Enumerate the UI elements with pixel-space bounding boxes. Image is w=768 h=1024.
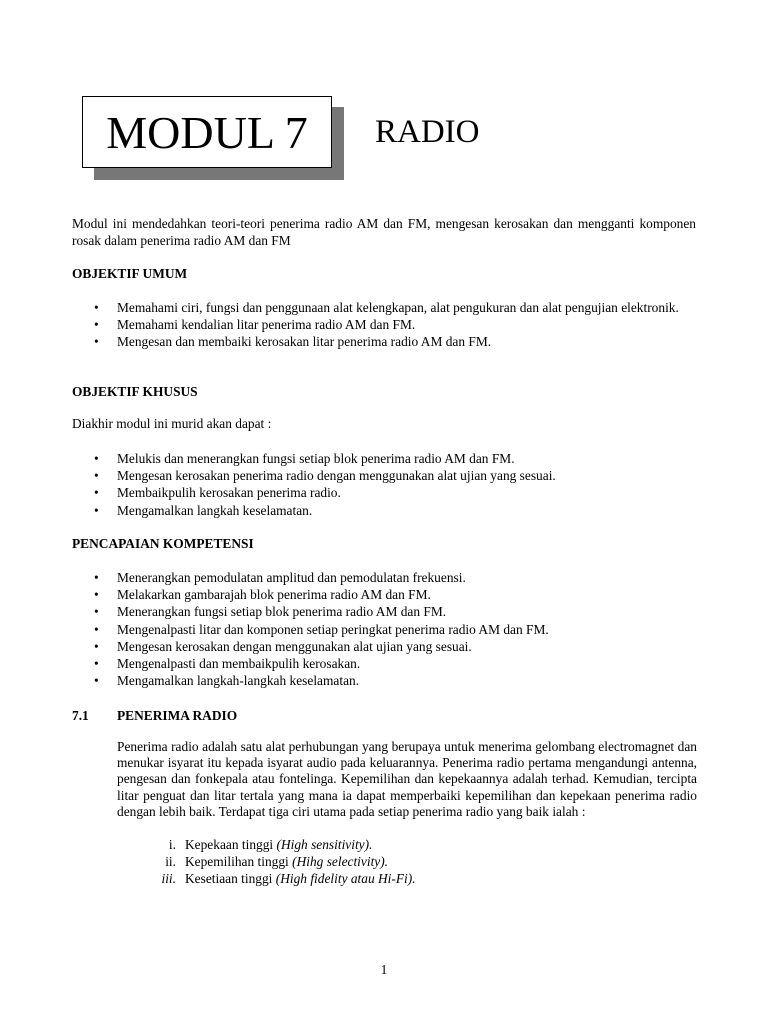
objektif-khusus-lead: Diakhir modul ini murid akan dapat : bbox=[72, 416, 272, 431]
list-item bbox=[160, 836, 560, 853]
module-label: MODUL 7 bbox=[82, 96, 332, 168]
section-title: PENERIMA RADIO bbox=[117, 708, 238, 723]
list-number: ii. bbox=[165, 854, 176, 869]
feature-english: (High sensitivity). bbox=[276, 837, 373, 852]
page-title: RADIO bbox=[375, 114, 480, 150]
list-item: • Menerangkan pemodulatan amplitud dan pemodulatan frekuensi. bbox=[72, 569, 702, 586]
list-item: • Menerangkan fungsi setiap blok penerima radio AM dan FM. bbox=[72, 603, 702, 620]
list-item: • Melukis dan menerangkan fungsi setiap blok penerima radio AM dan FM. bbox=[72, 450, 702, 467]
objektif-umum-list bbox=[72, 299, 702, 351]
objektif-umum-heading: OBJEKTIF UMUM bbox=[72, 266, 188, 281]
section-body: Penerima radio adalah satu alat perhubungan yang berupaya untuk menerima gelombang electromagnet dan menukar isyarat itu kepada isyarat audio pada keluarannya. Penerima radio pertama mengandungi antenna, pengesan dan fonkepala atau fontelinga. Kepemilihan dan kepekaannya adalah terhad. Kemudian, tercipta litar penguat dan litar tertala yang mana ia dapat memperbaiki kepemilihan dan kepekaan penerima radio dengan lebih baik. Terdapat tiga ciri utama pada setiap penerima radio yang baik ialah : bbox=[117, 739, 697, 819]
list-item: • Mengenalpasti litar dan komponen setiap peringkat penerima radio AM dan FM. bbox=[72, 621, 702, 638]
intro-paragraph: Modul ini mendedahkan teori-teori penerima radio AM dan FM, mengesan kerosakan dan mengganti komponen rosak dalam penerima radio AM dan FM bbox=[72, 216, 696, 248]
list-number: iii. bbox=[161, 871, 176, 886]
page-number: 1 bbox=[380, 962, 388, 977]
feature-text: Kepemilihan tinggi bbox=[185, 854, 293, 869]
feature-english: (Hihg selectivity). bbox=[292, 854, 389, 869]
list-item: • Mengamalkan langkah keselamatan. bbox=[72, 502, 702, 519]
list-item: • Mengamalkan langkah-langkah keselamatan. bbox=[72, 672, 702, 689]
list-item: • Melakarkan gambarajah blok penerima radio AM dan FM. bbox=[72, 586, 702, 603]
objektif-khusus-list bbox=[72, 450, 702, 519]
section-number: 7.1 bbox=[72, 708, 89, 723]
list-item: • Mengesan kerosakan dengan menggunakan alat ujian yang sesuai. bbox=[72, 638, 702, 655]
list-item bbox=[160, 853, 560, 870]
list-item: • Mengenalpasti dan membaikpulih kerosakan. bbox=[72, 655, 702, 672]
list-item: • Memahami kendalian litar penerima radio AM dan FM. bbox=[72, 316, 702, 333]
list-item: • Mengesan kerosakan penerima radio dengan menggunakan alat ujian yang sesuai. bbox=[72, 467, 702, 484]
list-item: • Memahami ciri, fungsi dan penggunaan alat kelengkapan, alat pengukuran dan alat pengujian elektronik. bbox=[72, 299, 702, 316]
feature-text: Kesetiaan tinggi bbox=[185, 871, 276, 886]
objektif-khusus-heading: OBJEKTIF KHUSUS bbox=[72, 384, 198, 399]
list-item bbox=[160, 870, 560, 887]
feature-text: Kepekaan tinggi bbox=[185, 837, 277, 852]
feature-english: (High fidelity atau Hi-Fi). bbox=[275, 871, 416, 886]
list-item: • Membaikpulih kerosakan penerima radio. bbox=[72, 484, 702, 501]
list-item: • Mengesan dan membaiki kerosakan litar penerima radio AM dan FM. bbox=[72, 333, 702, 350]
list-number: i. bbox=[168, 837, 176, 852]
pencapaian-list bbox=[72, 569, 702, 689]
features-list bbox=[160, 836, 560, 887]
pencapaian-heading: PENCAPAIAN KOMPETENSI bbox=[72, 536, 254, 551]
